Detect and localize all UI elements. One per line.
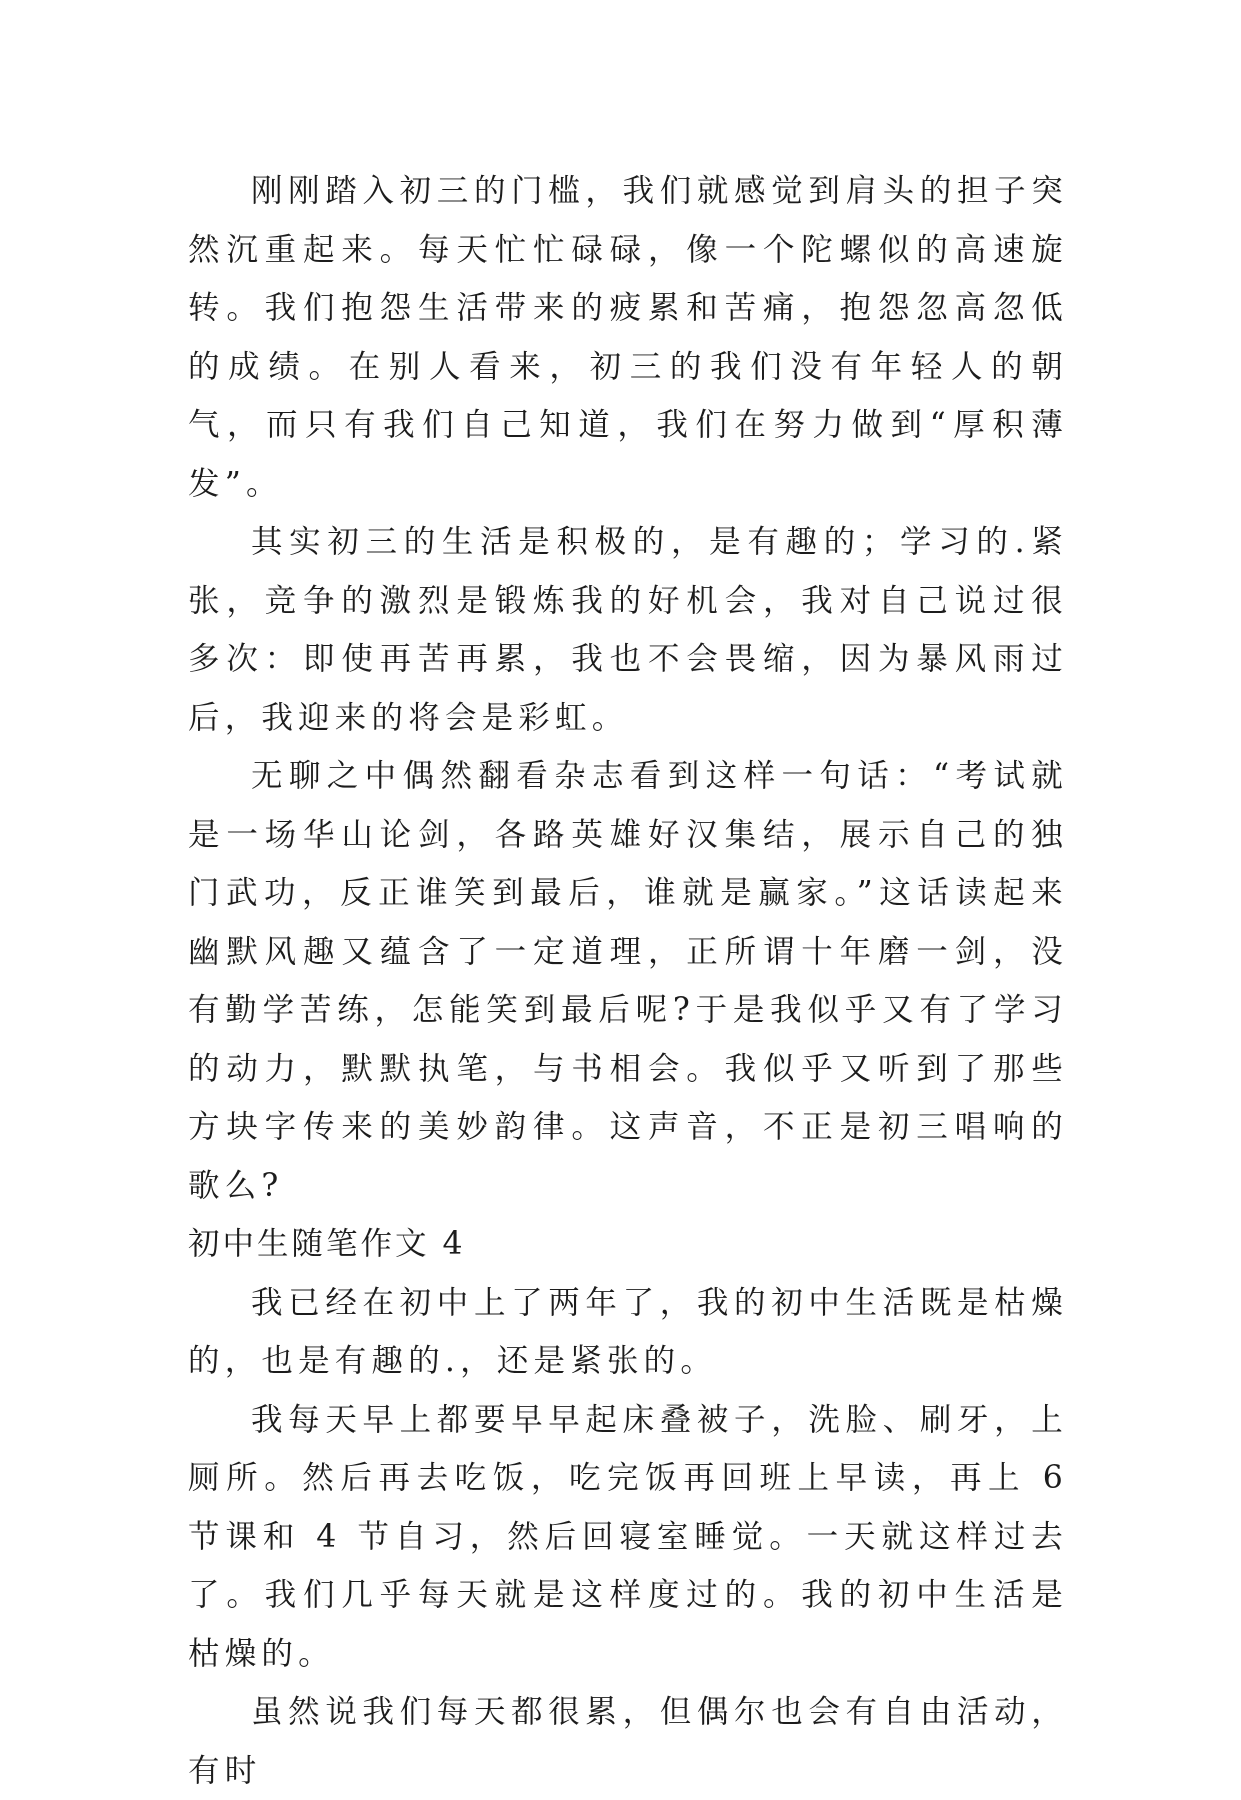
paragraph: 我每天早上都要早早起床叠被子，洗脸、刷牙，上厕所。然后再去吃饭，吃完饭再回班上早读，再上 6 节课和 4 节自习，然后回寝室睡觉。一天就这样过去了。我们几乎每天就是这样度过的。我的初中生活是枯燥的。 <box>188 1401 1068 1672</box>
paragraph: 其实初三的生活是积极的，是有趣的；学习的.紧张，竞争的激烈是锻炼我的好机会，我对自己说过很多次：即使再苦再累，我也不会畏缩，因为暴风雨过后，我迎来的将会是彩虹。 <box>188 524 1068 736</box>
paragraph: 虽然说我们每天都很累，但偶尔也会有自由活动，有时 <box>188 1694 1068 1789</box>
section-heading: 初中生随笔作文 4 <box>188 1226 466 1262</box>
paragraph: 刚刚踏入初三的门槛，我们就感觉到肩头的担子突然沉重起来。每天忙忙碌碌，像一个陀螺似的高速旋转。我们抱怨生活带来的疲累和苦痛，抱怨忽高忽低的成绩。在别人看来，初三的我们没有年轻人的朝气，而只有我们自己知道，我们在努力做到“厚积薄发”。 <box>188 173 1068 502</box>
paragraph: 我已经在初中上了两年了，我的初中生活既是枯燥的，也是有趣的.，还是紧张的。 <box>188 1284 1068 1379</box>
document-body <box>188 162 1068 1800</box>
paragraph: 无聊之中偶然翻看杂志看到这样一句话：“考试就是一场华山论剑，各路英雄好汉集结，展示自己的独门武功，反正谁笑到最后，谁就是赢家。”这话读起来幽默风趣又蕴含了一定道理，正所谓十年磨一剑，没有勤学苦练，怎能笑到最后呢?于是我似乎又有了学习的动力，默默执笔，与书相会。我似乎又听到了那些方块字传来的美妙韵律。这声音，不正是初三唱响的歌么? <box>188 758 1068 1204</box>
